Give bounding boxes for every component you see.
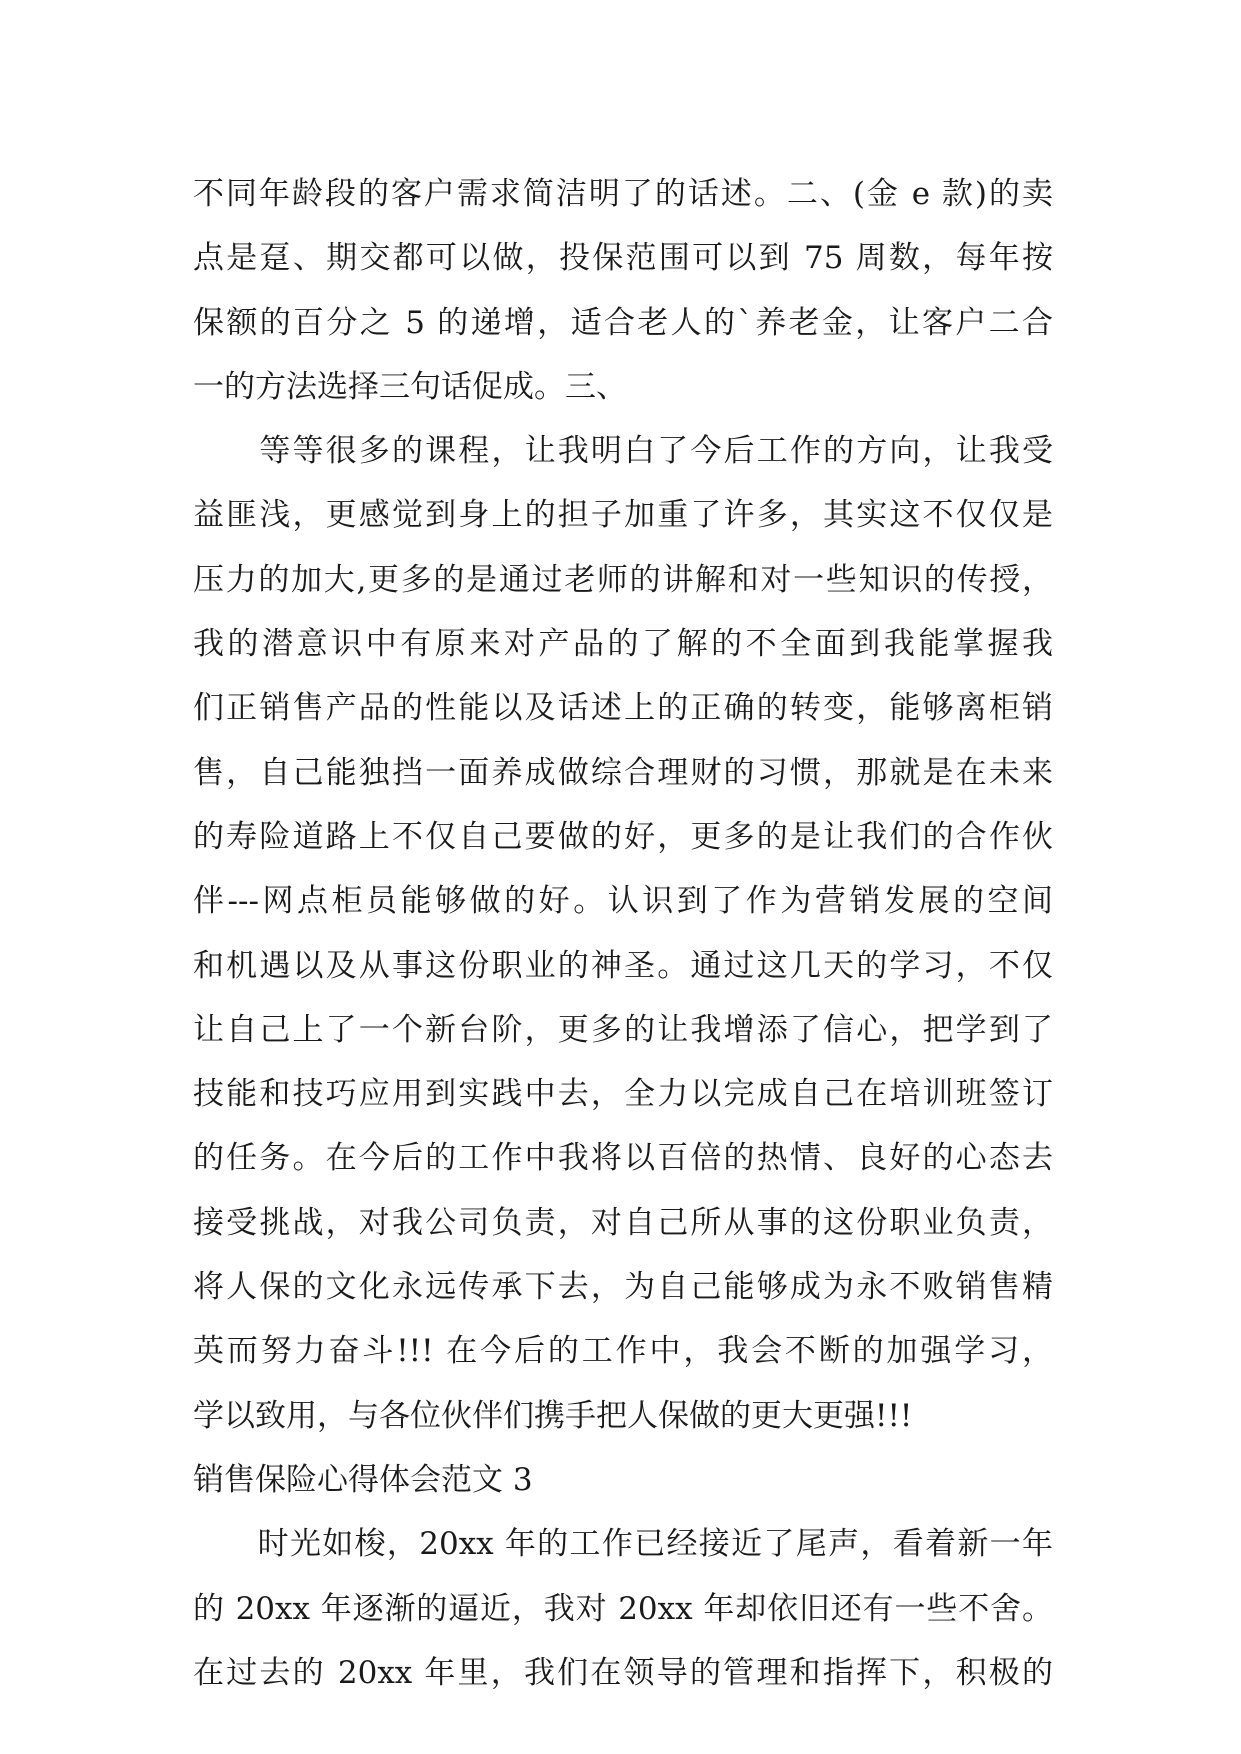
- text-line: 一的方法选择三句话促成。三、: [193, 368, 627, 405]
- text-line: 的寿险道路上不仅自己要做的好，更多的是让我们的合作伙: [193, 818, 1053, 855]
- text-line: 等等很多的课程，让我明白了今后工作的方向，让我受: [193, 433, 1053, 470]
- document-body: [193, 162, 1053, 1705]
- text-line: 我的潜意识中有原来对产品的了解的不全面到我能掌握我: [193, 626, 1053, 663]
- text-line: 学以致用，与各位伙伴们携手把人保做的更大更强!!!: [193, 1397, 913, 1434]
- text-line: 将人保的文化永远传承下去，为自己能够成为永不败销售精: [193, 1269, 1053, 1306]
- text-line: 不同年龄段的客户需求简洁明了的话述。二、(金 e 款)的卖: [193, 176, 1053, 212]
- text-line: 让自己上了一个新台阶，更多的让我增添了信心，把学到了: [193, 1011, 1053, 1048]
- text-line: 点是趸、期交都可以做，投保范围可以到 75 周数，每年按: [193, 240, 1053, 277]
- text-line: 的 20xx 年逐渐的逼近，我对 20xx 年却依旧还有一些不舍。: [193, 1590, 1053, 1627]
- text-line: 技能和技巧应用到实践中去，全力以完成自己在培训班签订: [193, 1076, 1053, 1113]
- text-line: 伴---网点柜员能够做的好。认识到了作为营销发展的空间: [193, 883, 1053, 920]
- section-heading: 销售保险心得体会范文 3: [193, 1461, 533, 1498]
- text-line: 的任务。在今后的工作中我将以百倍的热情、良好的心态去: [193, 1140, 1053, 1177]
- text-line: 压力的加大,更多的是通过老师的讲解和对一些知识的传授，: [193, 561, 1053, 598]
- text-line: 益匪浅，更感觉到身上的担子加重了许多，其实这不仅仅是: [193, 497, 1053, 534]
- text-line: 在过去的 20xx 年里，我们在领导的管理和指挥下，积极的: [193, 1654, 1053, 1691]
- text-line: 和机遇以及从事这份职业的神圣。通过这几天的学习，不仅: [193, 947, 1053, 984]
- text-line: 英而努力奋斗!!! 在今后的工作中，我会不断的加强学习，: [193, 1333, 1053, 1370]
- text-line: 时光如梭，20xx 年的工作已经接近了尾声，看着新一年: [193, 1526, 1053, 1563]
- text-line: 售，自己能独挡一面养成做综合理财的习惯，那就是在未来: [193, 754, 1053, 791]
- text-line: 保额的百分之 5 的递增，适合老人的`养老金，让客户二合: [193, 304, 1053, 341]
- text-line: 们正销售产品的性能以及话述上的正确的转变，能够离柜销: [193, 690, 1053, 727]
- text-line: 接受挑战，对我公司负责，对自己所从事的这份职业负责，: [193, 1204, 1053, 1241]
